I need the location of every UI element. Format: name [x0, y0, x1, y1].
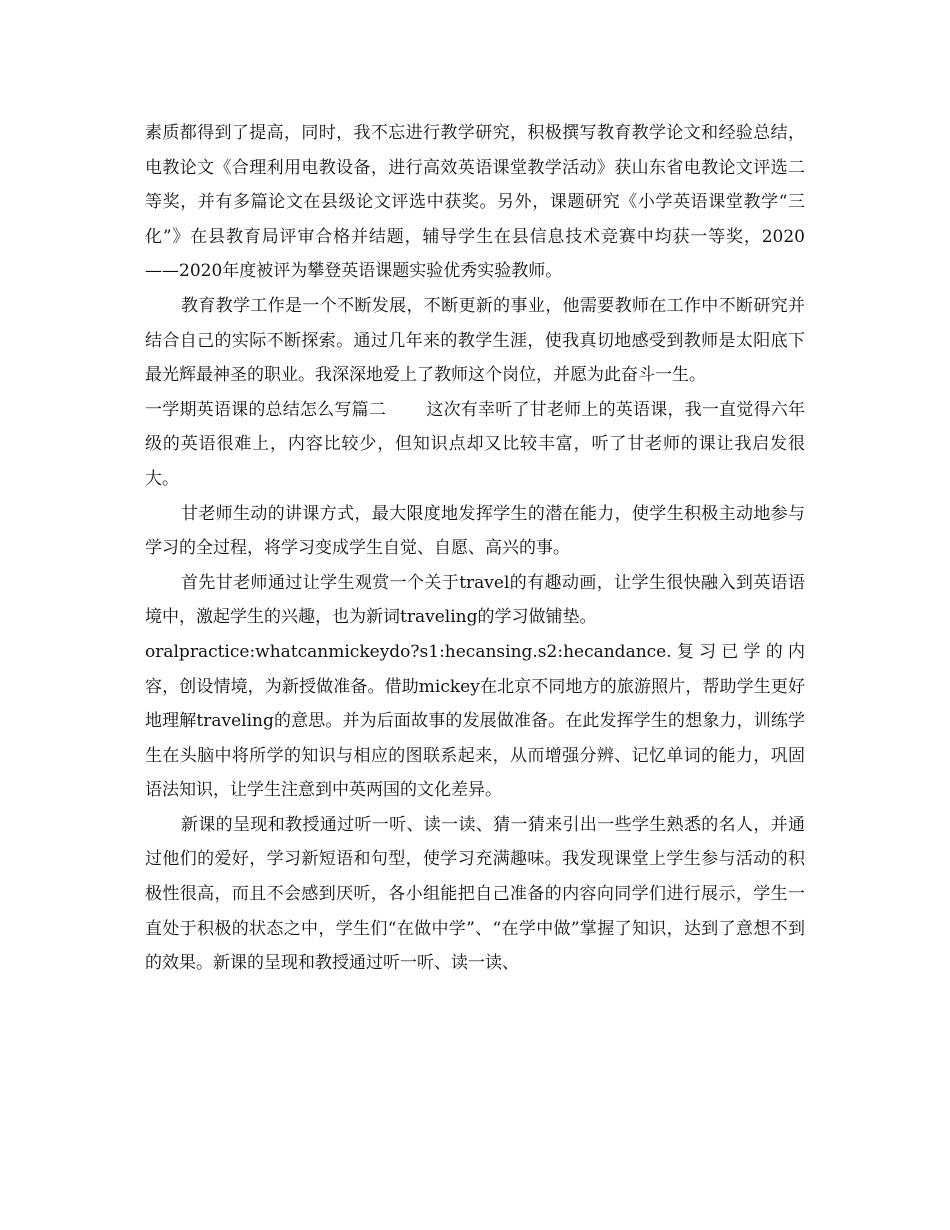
paragraph-1: 素质都得到了提高，同时，我不忘进行教学研究，积极撰写教育教学论文和经验总结，电教论文《合理利用电教设备，进行高效英语课堂教学活动》获山东省电教论文评选二等奖，并有多篇论文在县级论文评选中获奖。另外，课题研究《小学英语课堂教学“三化”》在县教育局评审合格并结题，辅导学生在县信息技术竞赛中均获一等奖，2020——2020年度被评为攀登英语课题实验优秀实验教师。: [145, 123, 805, 282]
document-body: [145, 116, 805, 981]
paragraph-3-text: 这次有幸听了甘老师上的英语课，我一直觉得六年级的英语很难上，内容比较少，但知识点却又比较丰富，听了甘老师的课让我启发很大。: [145, 399, 806, 489]
paragraph-3: [145, 393, 805, 497]
paragraph-7: 新课的呈现和教授通过听一听、读一读、猜一猜来引出一些学生熟悉的名人，并通过他们的爱好，学习新短语和句型，使学习充满趣味。我发现课堂上学生参与活动的积极性很高，而且不会感到厌听，各小组能把自己准备的内容向同学们进行展示，学生一直处于积极的状态之中，学生们“在做中学”、“在学中做”掌握了知识，达到了意想不到的效果。新课的呈现和教授通过听一听、读一读、: [145, 814, 805, 974]
paragraph-2: 教育教学工作是一个不断发展，不断更新的事业，他需要教师在工作中不断研究并结合自己的实际不断探索。通过几年来的教学生涯，使我真切地感受到教师是太阳底下最光辉最神圣的职业。我深深地爱上了教师这个岗位，并愿为此奋斗一生。: [145, 295, 805, 386]
paragraph-5: 首先甘老师通过让学生观赏一个关于travel的有趣动画，让学生很快融入到英语语境中，激起学生的兴趣，也为新词traveling的学习做铺垫。: [145, 572, 805, 628]
paragraph-6: oralpractice:whatcanmickeydo?s1:hecansing.s2:hecandance.复习已学的内容，创设情境，为新授做准备。借助mickey在北京不同地方的旅游照片，帮助学生更好地理解traveling的意思。并为后面故事的发展做准备。在此发挥学生的想象力，训练学生在头脑中将所学的知识与相应的图联系起来，从而增强分辨、记忆单词的能力，巩固语法知识，让学生注意到中英两国的文化差异。: [145, 641, 805, 801]
paragraph-4: 甘老师生动的讲课方式，最大限度地发挥学生的潜在能力，使学生积极主动地参与学习的全过程，将学习变成学生自觉、自愿、高兴的事。: [145, 503, 805, 559]
section-heading: 一学期英语课的总结怎么写篇二: [145, 399, 387, 420]
